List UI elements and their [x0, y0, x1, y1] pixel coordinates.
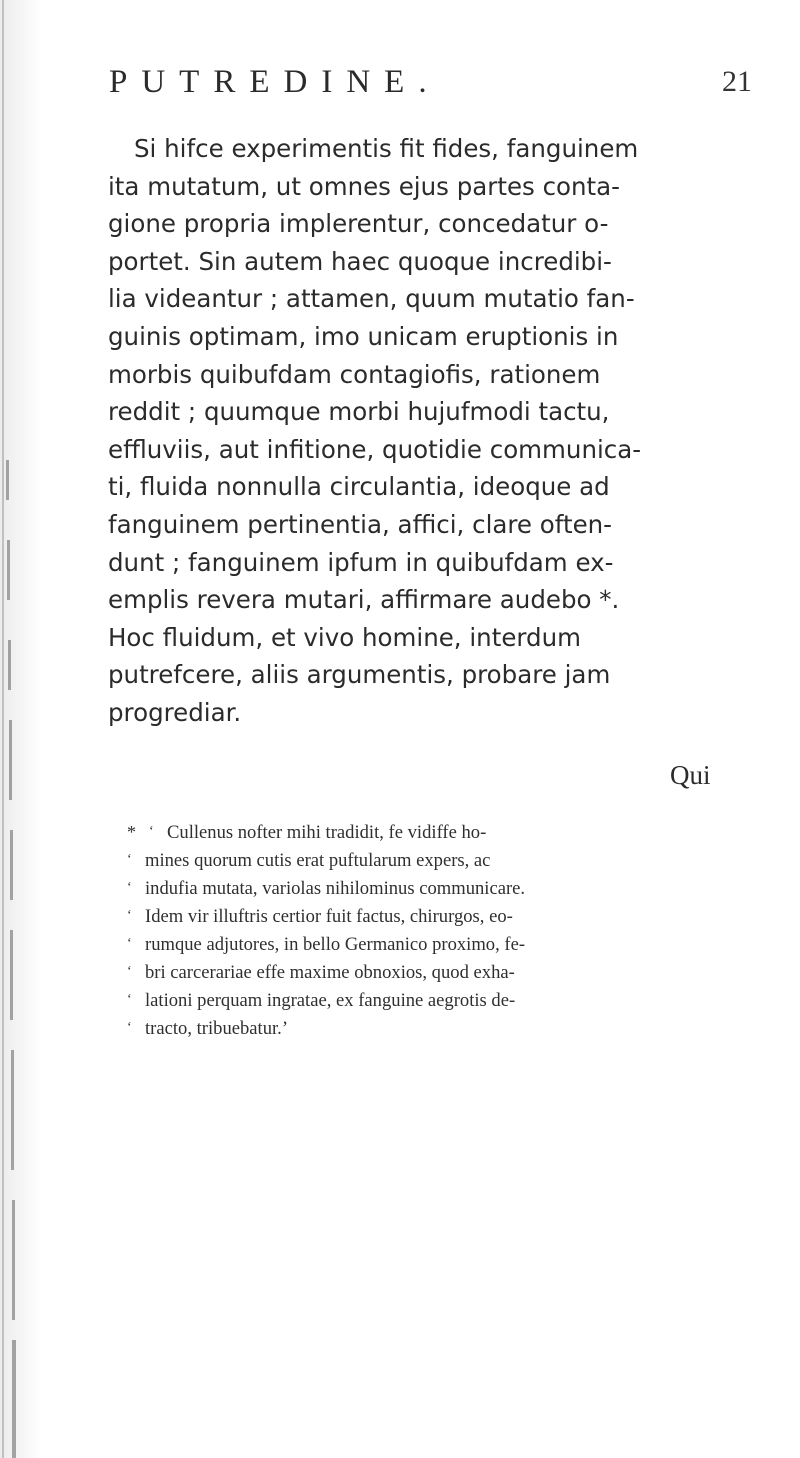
body-line: effluviis, aut infitione, quotidie communica-: [108, 434, 642, 464]
footnote-line: [127, 818, 767, 846]
body-line: Hoc fluidum, et vivo homine, interdum: [108, 622, 581, 652]
footnote-text: lationi perquam ingratae, ex fanguine aegrotis de-: [145, 990, 516, 1011]
quote-mark: ‘: [127, 964, 132, 979]
body-line: ti, fluida nonnulla circulantia, ideoque ad: [108, 472, 610, 502]
quote-mark: ‘: [127, 852, 132, 867]
footnote-line: [127, 846, 767, 874]
body-line: gione propria implerentur, concedatur o-: [108, 209, 609, 239]
footnote-text: indufia mutata, variolas nihilominus communicare.: [145, 878, 526, 899]
footnote-text: mines quorum cutis erat puftularum expers, ac: [145, 850, 491, 871]
footnote-line: [127, 986, 767, 1014]
quote-mark: ‘: [127, 880, 132, 895]
body-line: portet. Sin autem haec quoque incredibi-: [108, 246, 612, 276]
body-line: emplis revera mutari, affirmare audebo *.: [108, 585, 620, 615]
body-line: guinis optimam, imo unicam eruptionis in: [108, 321, 619, 351]
quote-mark: ‘: [127, 936, 132, 951]
footnote-star: *: [127, 822, 136, 842]
body-line: lia videantur ; attamen, quum mutatio fan-: [108, 284, 635, 314]
body-paragraph: [108, 130, 758, 732]
footnote-line: [127, 874, 767, 902]
footnote-line: [127, 1014, 767, 1042]
body-line: reddit ; quumque morbi hujufmodi tactu,: [108, 397, 610, 427]
footnote-line: [127, 930, 767, 958]
running-head: [0, 60, 800, 104]
body-line: morbis quibufdam contagiofis, rationem: [108, 359, 601, 389]
footnote-text: tracto, tribuebatur.’: [145, 1018, 289, 1039]
quote-mark: ‘: [149, 824, 154, 839]
body-line: ita mutatum, ut omnes ejus partes conta-: [108, 171, 621, 201]
footnote: [127, 818, 767, 1042]
footnote-text: rumque adjutores, in bello Germanico proximo, fe-: [145, 934, 526, 955]
body-line: putrefcere, aliis argumentis, probare jam: [108, 660, 611, 690]
catchword: Qui: [670, 760, 711, 790]
footnote-text: Idem vir illuftris certior fuit factus, chirurgos, eo-: [145, 906, 513, 927]
running-title: PUTREDINE.: [109, 64, 441, 100]
body-line: dunt ; fanguinem ipfum in quibufdam ex-: [108, 547, 614, 577]
quote-mark: ‘: [127, 1020, 132, 1035]
quote-mark: ‘: [127, 992, 132, 1007]
body-line: progrediar.: [108, 697, 242, 727]
footnote-line: [127, 902, 767, 930]
body-line: fanguinem pertinentia, affici, clare often-: [108, 509, 613, 539]
quote-mark: ‘: [127, 908, 132, 923]
page-number: 21: [722, 65, 752, 98]
binding-edge-marks: [0, 0, 20, 1458]
footnote-line: [127, 958, 767, 986]
body-line: Si hifce experimentis fit fides, fanguinem: [134, 134, 639, 163]
footnote-text: bri carcerariae effe maxime obnoxios, quod exha-: [145, 962, 515, 983]
footnote-text: Cullenus nofter mihi tradidit, fe vidiffe ho-: [167, 822, 487, 843]
